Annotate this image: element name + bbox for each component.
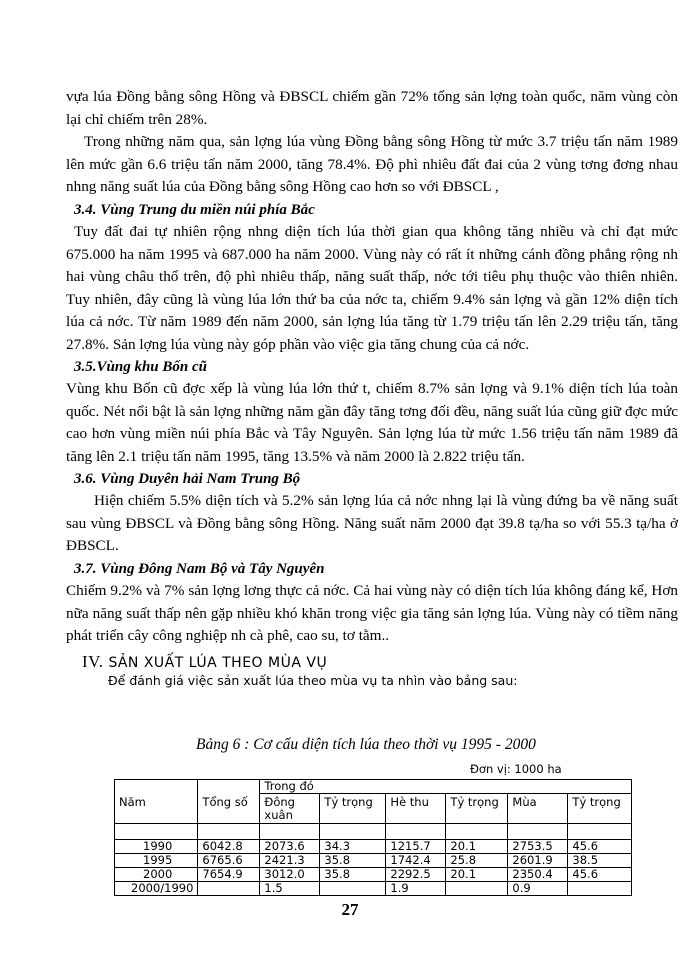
section-intro: Để đánh giá việc sản xuất lúa theo mùa vụ ta nhìn vào bảng sau:: [108, 673, 518, 688]
table-cell: 35.8: [320, 868, 386, 882]
table-cell: 45.6: [568, 840, 632, 854]
heading-3-6: 3.6. Vùng Duyên hải Nam Trung Bộ: [74, 471, 301, 487]
section-heading-iv: [82, 652, 327, 673]
table-cell: 1.9: [386, 882, 446, 896]
table-cell: 2292.5: [386, 868, 446, 882]
table-cell: [446, 882, 508, 896]
table-cell: 2601.9: [508, 854, 568, 868]
table-spacer-row: [115, 824, 632, 840]
table-cell: 0.9: [508, 882, 568, 896]
table-header-cell: Mùa: [508, 794, 568, 824]
table-cell: [320, 882, 386, 896]
paragraph-south-central-coast: Hiện chiếm 5.5% diện tích và 5.2% sản lợng lúa cả nớc nhng lại là vùng đứng ba về năng suất sau vùng ĐBSCL và Đồng bằng sông Hồng. Năng suất năm 2000 đạt 39.8 tạ/ha so với 55.3 tạ/ha ở ĐBSCL.: [66, 492, 678, 554]
heading-3-5: 3.5.Vùng khu Bốn cũ: [74, 359, 207, 375]
table-cell: 6765.6: [198, 854, 260, 868]
paragraph-former-zone-four: Vùng khu Bốn cũ đợc xếp là vùng lúa lớn thứ t, chiếm 8.7% sản lợng và 9.1% diện tích lúa toàn quốc. Nét nổi bật là sản lợng những năm gần đây tăng tơng đối đều, năng suất lúa cũng giữ đợc mức cao hơn vùng miền núi phía Bắc và Tây Nguyên. Sản lợng lúa từ mức 1.56 triệu tấn năm 1989 đã tăng lên 2.1 triệu tấn năm 1995, tăng 13.5% và năm 2000 là 2.822 triệu tấn.: [66, 380, 678, 465]
table-cell: 34.3: [320, 840, 386, 854]
page-number: 27: [341, 900, 359, 919]
heading-3-7: 3.7. Vùng Đông Nam Bộ và Tây Nguyên: [74, 561, 325, 577]
table-cell: 35.8: [320, 854, 386, 868]
section-number: IV.: [82, 652, 104, 671]
table-header-row: [115, 794, 632, 824]
table-cell: 20.1: [446, 868, 508, 882]
table-cell: 2350.4: [508, 868, 568, 882]
table-cell: 1215.7: [386, 840, 446, 854]
table-cell: 1995: [115, 854, 198, 868]
table-header-cell: Tỷ trọng: [568, 794, 632, 824]
table-unit: Đơn vị: 1000 ha: [470, 762, 562, 776]
section-title: SẢN XUẤT LÚA THEO MÙA VỤ: [108, 655, 328, 671]
table-group-header-row: [115, 780, 632, 794]
table-row: [115, 868, 632, 882]
table-cell: 2000: [115, 868, 198, 882]
table-header-cell: Tổng số: [198, 794, 260, 824]
table-cell: 1990: [115, 840, 198, 854]
table-cell: 2421.3: [260, 854, 320, 868]
paragraph-northern-midlands: Tuy đất đai tự nhiên rộng nhng diện tích lúa thời gian qua không tăng nhiều và chỉ đạt mức 675.000 ha năm 1995 và 687.000 ha năm 2000. Vùng này có rất ít những cánh đồng phẳng rộng nh hai vùng châu thổ trên, độ phì nhiêu thấp, năng suất thấp, nớc tới tiêu phụ thuộc vào thiên nhiên. Tuy nhiên, đây cũng là vùng lúa lớn thứ ba của nớc ta, chiếm 9.4% sản lợng và gần 12% diện tích lúa cả nớc. Từ năm 1989 đến năm 2000, sản lợng lúa tăng từ 1.79 triệu tấn lên 2.29 triệu tấn, tăng 27.8%. Sản lợng lúa vùng này góp phần vào việc gia tăng chung của cả nớc.: [66, 223, 678, 353]
paragraph-intro: vựa lúa Đồng bằng sông Hồng và ĐBSCL chiếm gần 72% tổng sản lợng toàn quốc, năm vùng còn lại chỉ chiếm trên 28%.: [66, 88, 678, 128]
rice-area-table: [114, 779, 632, 896]
table-header-cell: Đông xuân: [260, 794, 320, 824]
heading-3-4: 3.4. Vùng Trung du miền núi phía Bắc: [74, 202, 315, 218]
paragraph-red-river-delta: Trong những năm qua, sản lợng lúa vùng Đồng bằng sông Hồng từ mức 3.7 triệu tấn năm 1989 lên mức gần 6.6 triệu tấn năm 2000, tăng 78.4%. Độ phì nhiêu đất đai của 2 vùng tơng đơng nhau nhng năng suất lúa của Đồng bằng sông Hồng cao hơn so với ĐBSCL ,: [66, 133, 678, 195]
table-cell: 2073.6: [260, 840, 320, 854]
table-header-cell: Hè thu: [386, 794, 446, 824]
table-header-cell: Tỷ trọng: [320, 794, 386, 824]
table-cell: [568, 882, 632, 896]
table-cell: 2000/1990: [115, 882, 198, 896]
paragraph-southeast-highlands: Chiếm 9.2% và 7% sản lợng lơng thực cả nớc. Cả hai vùng này có diện tích lúa không đáng kể, Hơn nữa năng suất thấp nên gặp nhiều khó khăn trong việc gia tăng sản lợng lúa. Vùng này có tiềm năng phát triển cây công nghiệp nh cà phê, cao su, tơ tằm..: [66, 582, 678, 644]
table-cell: [198, 882, 260, 896]
table-cell: 45.6: [568, 868, 632, 882]
table-cell: 25.8: [446, 854, 508, 868]
table-cell: 38.5: [568, 854, 632, 868]
table-cell: 1.5: [260, 882, 320, 896]
table-cell: 7654.9: [198, 868, 260, 882]
table-cell: 1742.4: [386, 854, 446, 868]
table-row: [115, 840, 632, 854]
table-cell: 2753.5: [508, 840, 568, 854]
table-header-cell: Năm: [115, 794, 198, 824]
table-cell: 20.1: [446, 840, 508, 854]
table-row: [115, 882, 632, 896]
table-cell: 3012.0: [260, 868, 320, 882]
table-cell: 6042.8: [198, 840, 260, 854]
table-row: [115, 854, 632, 868]
table-group-header: Trong đó: [260, 780, 632, 794]
table-caption: Bảng 6 : Cơ cấu diện tích lúa theo thời vụ 1995 - 2000: [196, 736, 536, 753]
table-header-cell: Tỷ trọng: [446, 794, 508, 824]
